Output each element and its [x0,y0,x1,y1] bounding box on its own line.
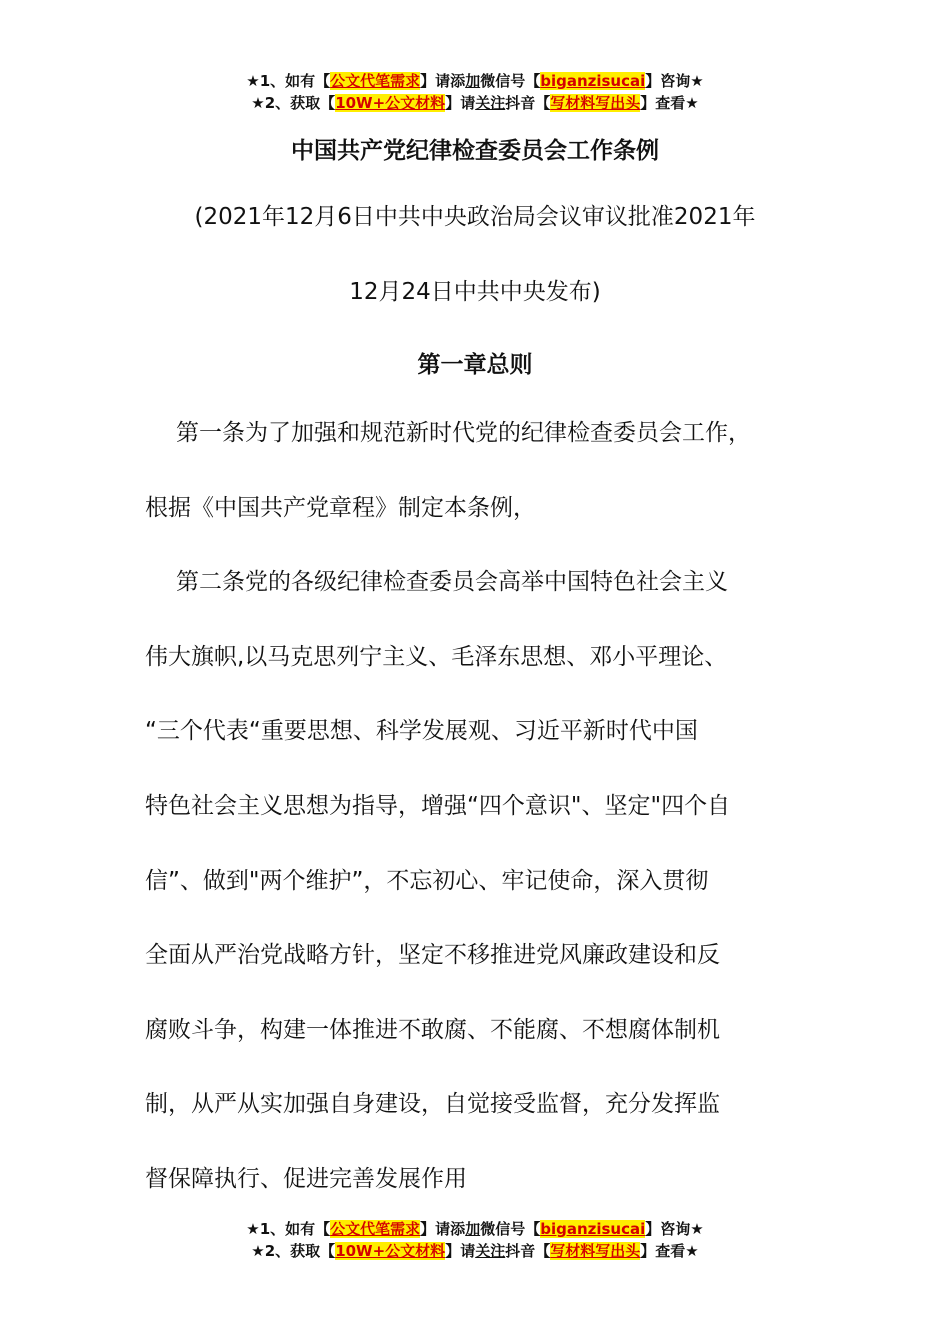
promo-text: 抖音【 [505,1242,551,1260]
promo-text: 】咨询★ [645,72,704,90]
promo-text: 】请添 [420,1220,466,1238]
promo-highlight-materials: 10W+公文材料 [335,94,446,112]
promo-text: 】查看★ [640,94,699,112]
document-subtitle-line-1: (2021年12月6日中共中央政治局会议审议批准2021年 [194,204,756,230]
body-line: 伟大旗帜,以马克思列宁主义、毛泽东思想、邓小平理论、 [145,643,728,670]
document-body [145,413,815,1234]
promo-text: 微信号【 [480,72,541,90]
promo-highlight-materials: 10W+公文材料 [335,1242,446,1260]
promo-highlight-wechat-id: biganzisucai [540,1220,646,1238]
body-line: 信”、做到"两个维护”，不忘初心、牢记使命，深入贯彻 [145,867,709,894]
body-line: 全面从严治党战略方针，坚定不移推进党风廉政建设和反 [145,942,720,969]
promo-text: ★2、获取【 [251,94,336,112]
promo-line-2 [0,1240,950,1262]
promo-text: ★1、如有【 [246,72,331,90]
document-subtitle-line-2: 12月24日中共中央发布) [349,279,601,305]
promo-text: 微信号【 [480,1220,541,1238]
promo-text: 】请添 [420,72,466,90]
promo-line-1 [0,70,950,92]
promo-highlight-service: 公文代笔需求 [330,1220,421,1238]
promo-text: 抖音【 [505,94,551,112]
promo-underlined: 关注 [475,1242,506,1260]
promo-highlight-service: 公文代笔需求 [330,72,421,90]
body-line: 第一条为了加强和规范新时代党的纪律检查委员会工作， [176,420,751,446]
body-line: 腐败斗争，构建一体推进不敢腐、不能腐、不想腐体制机 [145,1016,720,1043]
promo-text: 】查看★ [640,1242,699,1260]
chapter-heading: 第一章总则 [417,352,533,378]
promo-line-1 [0,1218,950,1240]
body-line: 根据《中国共产党章程》制定本条例， [145,494,536,521]
promo-underlined: 加 [465,1220,481,1238]
body-line: 督保障执行、促进完善发展作用 [145,1165,467,1192]
promo-highlight-douyin: 写材料写出头 [550,94,641,112]
promo-text: ★1、如有【 [246,1220,331,1238]
body-line: 制，从严从实加强自身建设，自觉接受监督，充分发挥监 [145,1091,720,1118]
promo-highlight-wechat-id: biganzisucai [540,72,646,90]
promo-text: 】请 [445,94,476,112]
promo-underlined: 加 [465,72,481,90]
promo-text: ★2、获取【 [251,1242,336,1260]
body-line: 第二条党的各级纪律检查委员会高举中国特色社会主义 [176,569,728,596]
promo-underlined: 关注 [475,94,506,112]
promo-header [0,70,950,114]
body-line: 特色社会主义思想为指导，增强“四个意识"、坚定"四个自 [145,792,731,819]
body-line: “三个代表“重要思想、科学发展观、习近平新时代中国 [145,718,698,745]
document-title: 中国共产党纪律检查委员会工作条例 [291,138,659,164]
promo-footer [0,1218,950,1262]
promo-highlight-douyin: 写材料写出头 [550,1242,641,1260]
promo-line-2 [0,92,950,114]
promo-text: 】请 [445,1242,476,1260]
promo-text: 】咨询★ [645,1220,704,1238]
